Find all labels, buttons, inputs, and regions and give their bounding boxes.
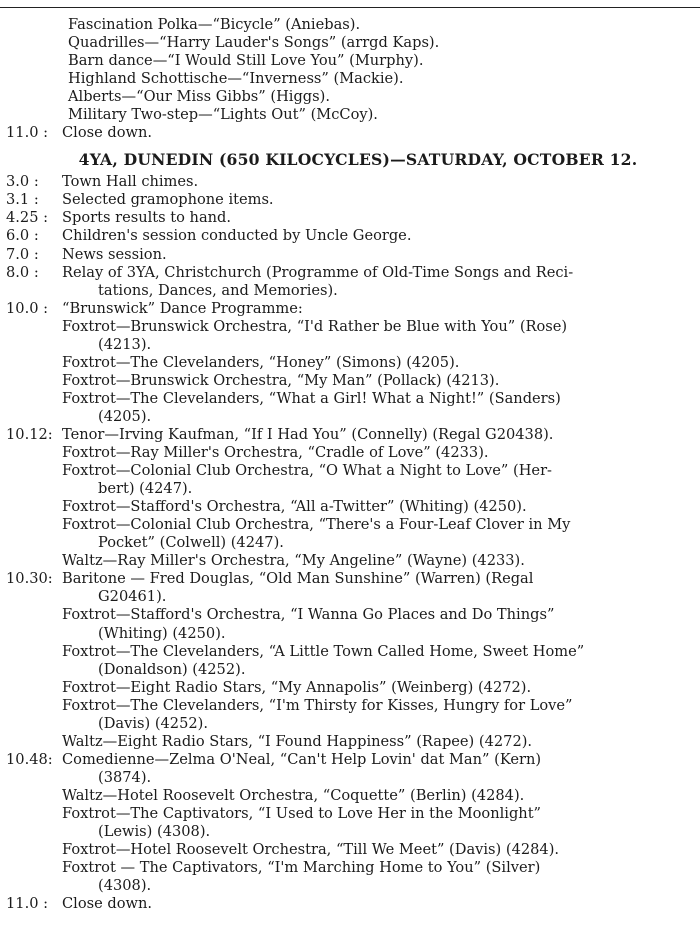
entry-text: Close down. bbox=[62, 124, 153, 142]
schedule-entry bbox=[6, 787, 670, 805]
schedule-entry bbox=[6, 480, 670, 498]
entry-text: (Whiting) (4250). bbox=[98, 624, 226, 642]
programme-item: Barn dance—“I Would Still Love You” (Murphy). bbox=[68, 52, 424, 70]
schedule-entry bbox=[6, 895, 670, 913]
entry-text: Foxtrot—Colonial Club Orchestra, “There's a Four-Leaf Clover in My bbox=[62, 516, 571, 534]
schedule-entry bbox=[6, 408, 670, 426]
entry-text: Selected gramophone items. bbox=[62, 191, 274, 209]
entry-text: Waltz—Ray Miller's Orchestra, “My Angeline” (Wayne) (4233). bbox=[62, 552, 525, 570]
time-label: 8.0 : bbox=[6, 263, 39, 281]
entry-text: Foxtrot—Stafford's Orchestra, “I Wanna Go Places and Do Things” bbox=[62, 606, 555, 624]
schedule-entry bbox=[6, 390, 670, 408]
schedule-entry bbox=[6, 191, 670, 209]
schedule-entry bbox=[6, 552, 670, 570]
schedule-entry bbox=[6, 336, 670, 354]
time-label: 4.25 : bbox=[6, 209, 49, 227]
time-label: 6.0 : bbox=[6, 227, 39, 245]
schedule-entry bbox=[6, 498, 670, 516]
entry-text: (4213). bbox=[98, 335, 152, 353]
entry-text: Sports results to hand. bbox=[62, 209, 232, 227]
entry-text: (Lewis) (4308). bbox=[98, 823, 211, 841]
schedule-entry bbox=[6, 282, 670, 300]
schedule-entry bbox=[6, 300, 670, 318]
schedule-entry bbox=[6, 751, 670, 769]
time-label: 10.30: bbox=[6, 570, 53, 588]
schedule-entry bbox=[6, 697, 670, 715]
schedule-entry bbox=[6, 173, 670, 191]
entry-text: (3874). bbox=[98, 768, 152, 786]
schedule-entry bbox=[6, 823, 670, 841]
entry-text: G20461). bbox=[98, 588, 167, 606]
schedule-entry bbox=[6, 643, 670, 661]
schedule-entry bbox=[6, 318, 670, 336]
time-label: 3.1 : bbox=[6, 191, 39, 209]
programme-item: Alberts—“Our Miss Gibbs” (Higgs). bbox=[68, 88, 330, 106]
schedule-entry bbox=[6, 516, 670, 534]
entry-text: Waltz—Eight Radio Stars, “I Found Happiness” (Rapee) (4272). bbox=[62, 732, 533, 750]
schedule-entry bbox=[6, 805, 670, 823]
programme-item: Military Two-step—“Lights Out” (McCoy). bbox=[68, 106, 378, 124]
entry-text: “Brunswick” Dance Programme: bbox=[62, 299, 303, 317]
schedule-entry bbox=[6, 462, 670, 480]
entry-text: Foxtrot—Hotel Roosevelt Orchestra, “Till We Meet” (Davis) (4284). bbox=[62, 841, 560, 859]
entry-text: Close down. bbox=[62, 895, 153, 913]
time-label: 7.0 : bbox=[6, 245, 39, 263]
entry-text: Foxtrot—Eight Radio Stars, “My Annapolis” (Weinberg) (4272). bbox=[62, 678, 532, 696]
entry-text: (4205). bbox=[98, 407, 152, 425]
schedule-entry bbox=[6, 588, 670, 606]
entry-text: Foxtrot—The Clevelanders, “What a Girl! What a Night!” (Sanders) bbox=[62, 389, 561, 407]
entry-text: Foxtrot — The Captivators, “I'm Marching Home to You” (Silver) bbox=[62, 859, 541, 877]
schedule-entry bbox=[6, 606, 670, 624]
schedule-entry bbox=[6, 227, 670, 245]
schedule-entry bbox=[6, 426, 670, 444]
programme-item: Fascination Polka—“Bicycle” (Aniebas). bbox=[68, 16, 361, 33]
schedule-entry bbox=[6, 246, 670, 264]
schedule-entry bbox=[6, 841, 670, 859]
schedule-entry bbox=[6, 372, 670, 390]
schedule-entry bbox=[6, 877, 670, 895]
time-label: 10.0 : bbox=[6, 299, 49, 317]
entry-text: Foxtrot—The Clevelanders, “I'm Thirsty for Kisses, Hungry for Love” bbox=[62, 696, 573, 714]
entry-text: (4308). bbox=[98, 877, 152, 895]
entry-text: bert) (4247). bbox=[98, 480, 193, 498]
programme-item: Highland Schottische—“Inverness” (Mackie). bbox=[68, 70, 404, 88]
schedule-entry bbox=[6, 715, 670, 733]
entry-text: Baritone — Fred Douglas, “Old Man Sunshine” (Warren) (Regal bbox=[62, 570, 534, 588]
time-label: 11.0 : bbox=[6, 895, 49, 913]
entry-text: Foxtrot—Ray Miller's Orchestra, “Cradle of Love” (4233). bbox=[62, 444, 489, 462]
entry-text: Foxtrot—Colonial Club Orchestra, “O What a Night to Love” (Her- bbox=[62, 462, 552, 480]
schedule-entry bbox=[6, 534, 670, 552]
schedule-entry bbox=[6, 625, 670, 643]
previous-programme-list bbox=[6, 16, 670, 142]
time-label: 3.0 : bbox=[6, 173, 39, 191]
station-heading: 4YA, DUNEDIN (650 KILOCYCLES)—SATURDAY, OCTOBER 12. bbox=[78, 150, 638, 170]
entry-text: Foxtrot—Brunswick Orchestra, “I'd Rather be Blue with You” (Rose) bbox=[62, 317, 568, 335]
entry-text: Waltz—Hotel Roosevelt Orchestra, “Coquette” (Berlin) (4284). bbox=[62, 786, 525, 804]
entry-text: (Donaldson) (4252). bbox=[98, 660, 246, 678]
entry-text: Foxtrot—Stafford's Orchestra, “All a-Twitter” (Whiting) (4250). bbox=[62, 498, 527, 516]
entry-text: Foxtrot—The Captivators, “I Used to Love Her in the Moonlight” bbox=[62, 804, 542, 822]
entry-text: Children's session conducted by Uncle George. bbox=[62, 227, 412, 245]
schedule-entry bbox=[6, 209, 670, 227]
top-spacer bbox=[6, 4, 670, 16]
entry-text: Relay of 3YA, Christchurch (Programme of Old-Time Songs and Reci- bbox=[62, 263, 574, 281]
entry-text: (Davis) (4252). bbox=[98, 714, 208, 732]
entry-text: Foxtrot—Brunswick Orchestra, “My Man” (Pollack) (4213). bbox=[62, 371, 500, 389]
schedule-entry bbox=[6, 679, 670, 697]
top-rule bbox=[0, 7, 700, 8]
time-label: 10.12: bbox=[6, 425, 53, 443]
schedule-list bbox=[6, 173, 670, 913]
time-label: 11.0 : bbox=[6, 124, 49, 142]
schedule-entry bbox=[6, 354, 670, 372]
schedule-entry bbox=[6, 661, 670, 679]
schedule-entry bbox=[6, 733, 670, 751]
entry-text: News session. bbox=[62, 245, 167, 263]
entry-text: Foxtrot—The Clevelanders, “Honey” (Simons) (4205). bbox=[62, 353, 460, 371]
schedule-entry bbox=[6, 570, 670, 588]
entry-text: Tenor—Irving Kaufman, “If I Had You” (Connelly) (Regal G20438). bbox=[62, 425, 554, 443]
entry-text: Foxtrot—The Clevelanders, “A Little Town Called Home, Sweet Home” bbox=[62, 642, 585, 660]
schedule-entry bbox=[6, 859, 670, 877]
entry-text: tations, Dances, and Memories). bbox=[98, 281, 338, 299]
schedule-entry bbox=[6, 264, 670, 282]
entry-text: Comedienne—Zelma O'Neal, “Can't Help Lovin' dat Man” (Kern) bbox=[62, 750, 542, 768]
schedule-entry bbox=[6, 444, 670, 462]
entry-text: Town Hall chimes. bbox=[62, 173, 199, 191]
schedule-entry bbox=[6, 769, 670, 787]
close-down-line bbox=[6, 124, 670, 142]
entry-text: Pocket” (Colwell) (4247). bbox=[98, 534, 284, 552]
time-label: 10.48: bbox=[6, 750, 53, 768]
programme-item: Quadrilles—“Harry Lauder's Songs” (arrgd Kaps). bbox=[68, 34, 440, 52]
